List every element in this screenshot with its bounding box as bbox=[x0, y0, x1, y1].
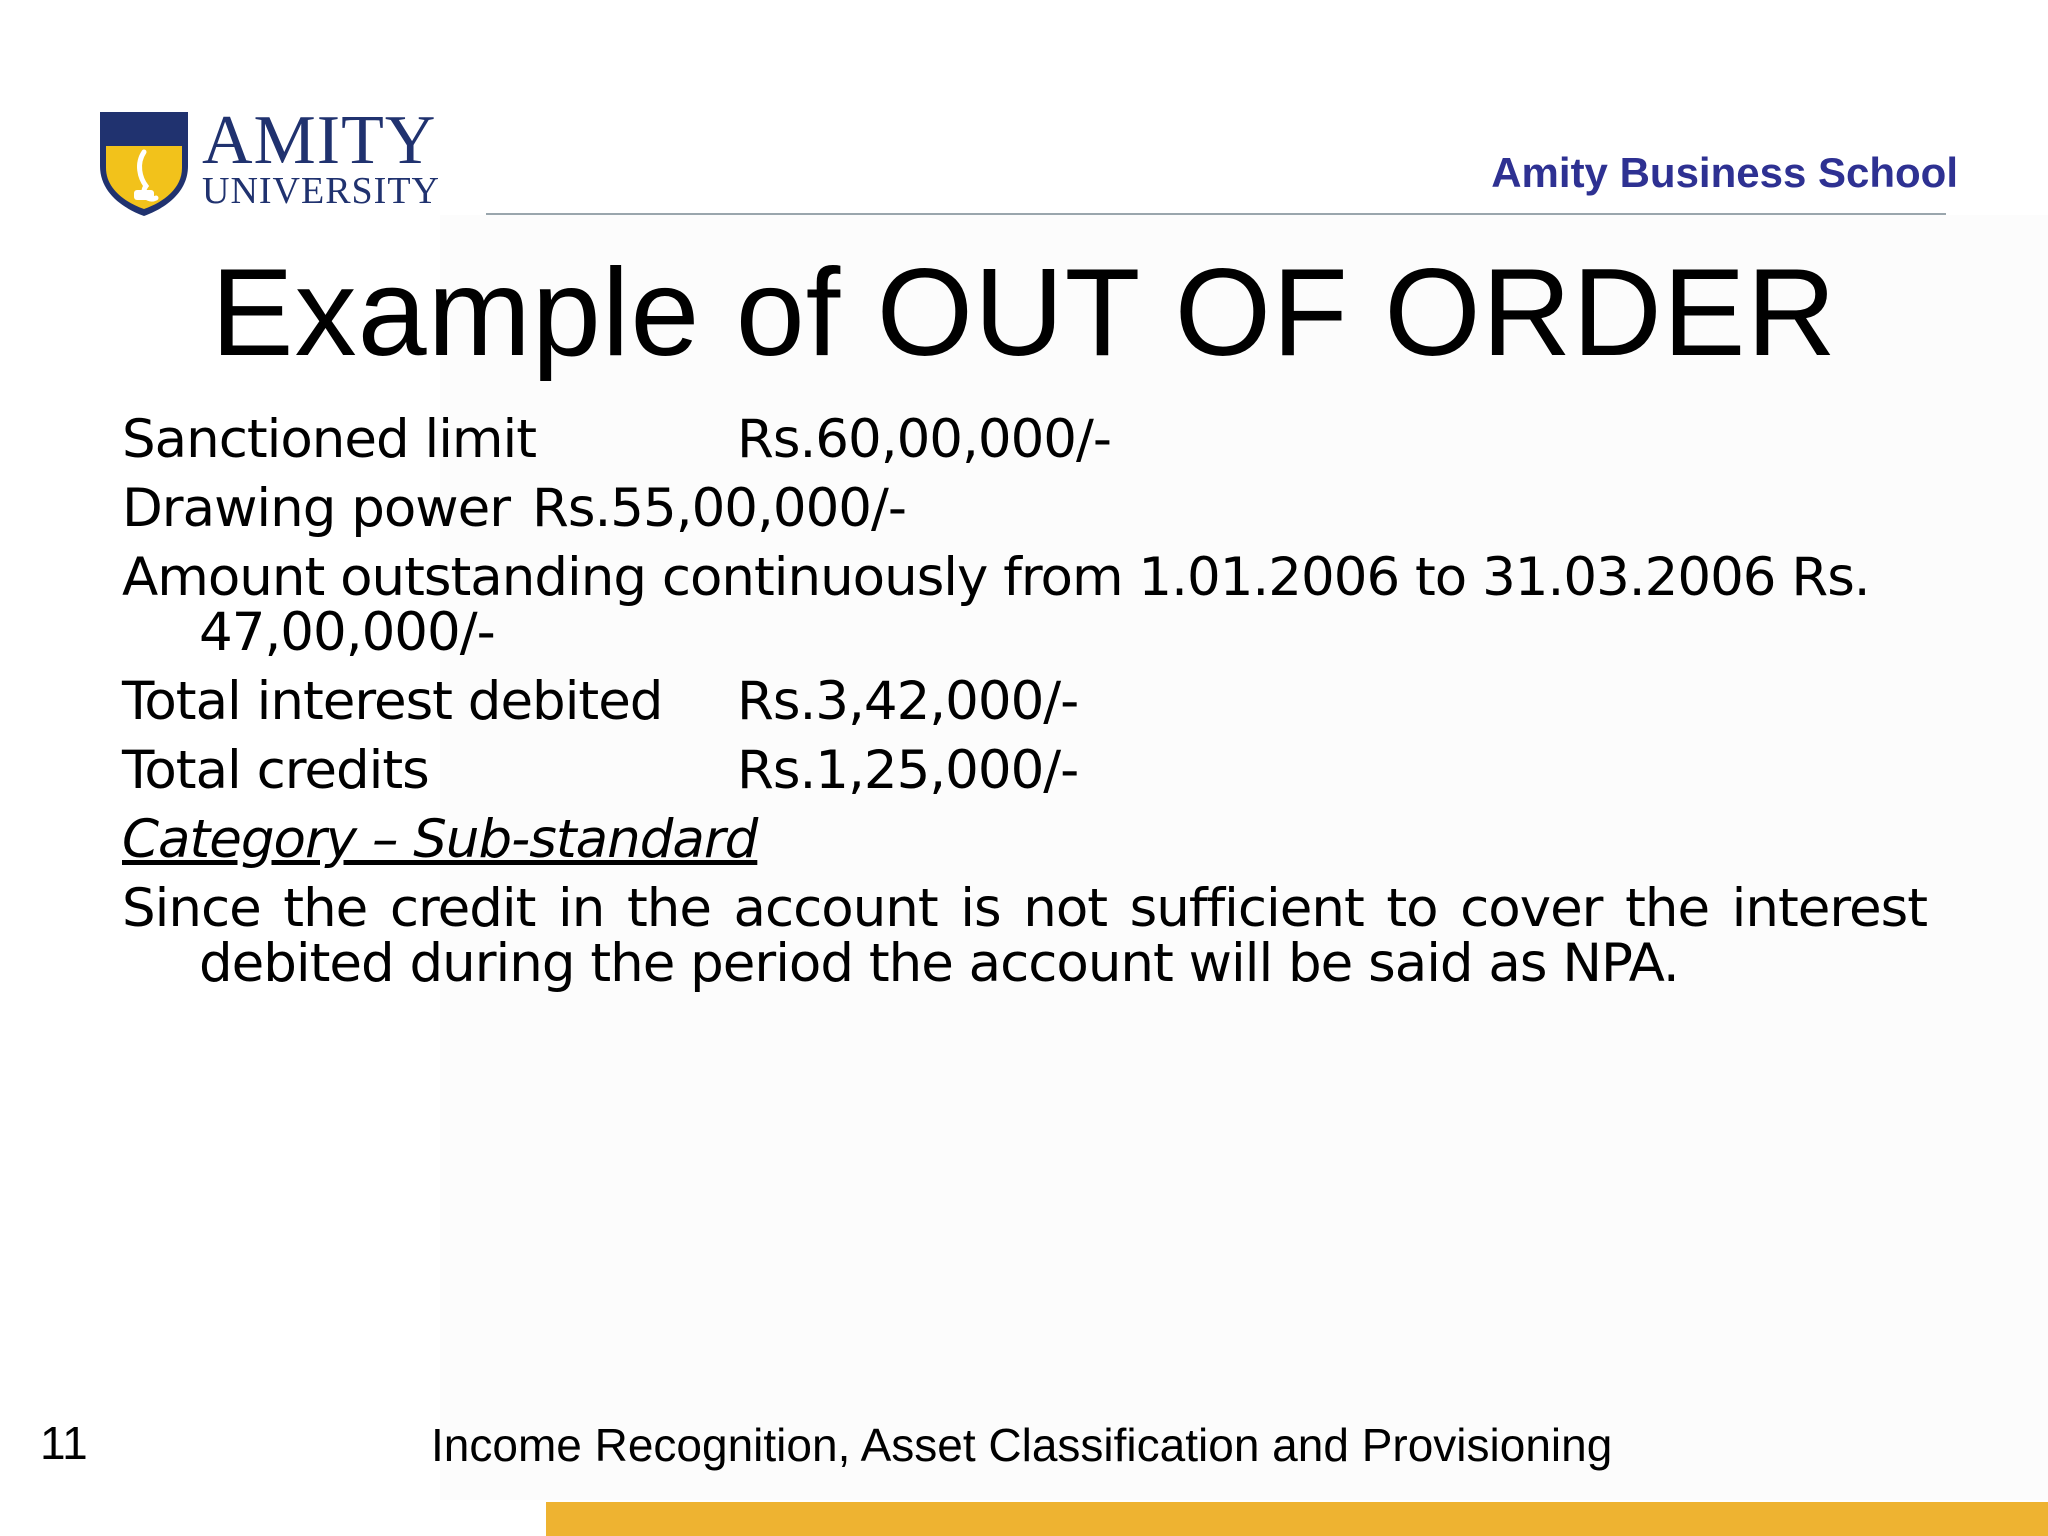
footer-title: Income Recognition, Asset Classification and Provisioning bbox=[431, 1419, 1613, 1471]
detail-label: Total interest debited bbox=[122, 671, 663, 732]
school-name: Amity Business School bbox=[1491, 149, 1958, 196]
detail-value: Rs.55,00,000/- bbox=[532, 478, 907, 539]
slide-body bbox=[122, 409, 1927, 1005]
amity-university-logo bbox=[96, 102, 446, 220]
footer-accent-bar bbox=[546, 1502, 2048, 1536]
conclusion-text: Since the credit in the account is not sufficient to cover the interest debited during the period the account will be said as NPA. bbox=[122, 878, 1927, 994]
outstanding-amount-text: Amount outstanding continuously from 1.01.2006 to 31.03.2006 Rs. 47,00,000/- bbox=[122, 547, 1870, 663]
slide-title: Example of OUT OF ORDER bbox=[210, 244, 1838, 382]
detail-row-total-credits bbox=[122, 740, 1927, 801]
detail-value: Rs.1,25,000/- bbox=[737, 740, 1079, 801]
detail-value: Rs.60,00,000/- bbox=[737, 409, 1112, 470]
logo-wordmark-amity: AMITY bbox=[202, 102, 437, 179]
category-label: Category – Sub-standard bbox=[122, 809, 758, 870]
detail-value: Rs.3,42,000/- bbox=[737, 671, 1079, 732]
page-number: 11 bbox=[40, 1417, 88, 1469]
detail-row-drawing-power bbox=[122, 478, 1927, 539]
logo-wordmark-university: UNIVERSITY bbox=[202, 170, 440, 212]
detail-label: Sanctioned limit bbox=[122, 409, 537, 470]
detail-label: Drawing power bbox=[122, 478, 511, 539]
header-divider bbox=[486, 213, 1946, 215]
detail-row-sanctioned-limit bbox=[122, 409, 1927, 470]
shield-icon bbox=[96, 108, 192, 218]
detail-row-total-interest-debited bbox=[122, 671, 1927, 732]
detail-label: Total credits bbox=[122, 740, 429, 801]
